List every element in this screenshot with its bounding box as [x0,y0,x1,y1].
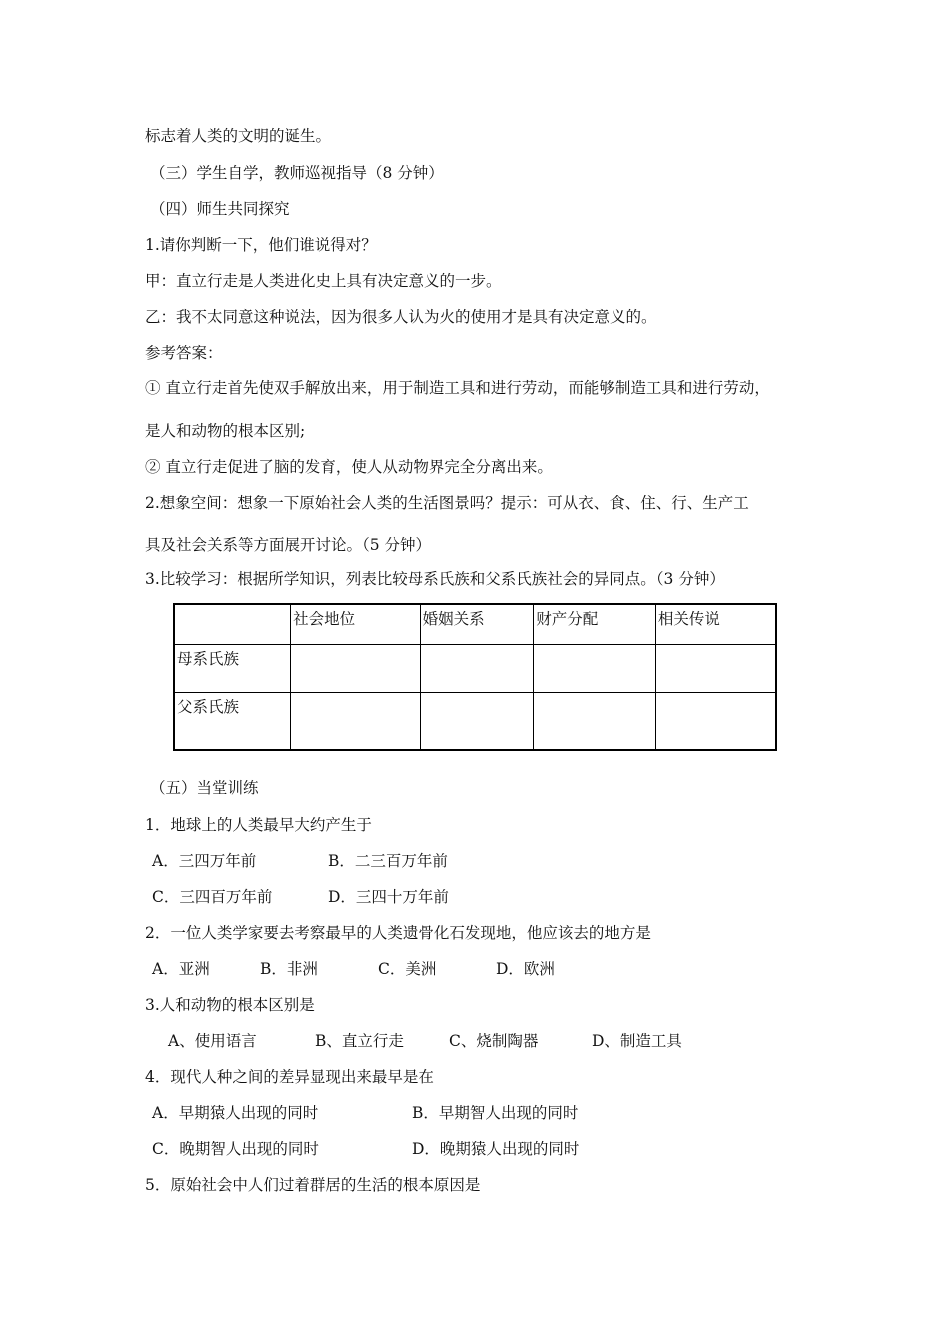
statement-yi: 乙：我不太同意这种说法，因为很多人认为火的使用才是具有决定意义的。 [145,308,657,326]
answer-2: ② 直立行走促进了脑的发育，使人从动物界完全分离出来。 [145,458,553,476]
table-cell [655,692,776,750]
exercise-4-option-a: A．早期猿人出现的同时 [152,1104,319,1122]
table-cell [420,644,534,692]
table-row [174,692,776,750]
exercise-2-option-a: A．亚洲 [152,960,210,978]
exercise-2-question: 2．一位人类学家要去考察最早的人类遗骨化石发现地，他应该去的地方是 [145,924,651,942]
table-cell [291,692,421,750]
intro-line: 标志着人类的文明的诞生。 [145,127,332,145]
exercise-4-option-c: C．晚期智人出现的同时 [152,1140,319,1158]
comparison-table [173,603,777,751]
question-1-title: 1.请你判断一下，他们谁说得对？ [145,236,377,254]
exercise-5-question: 5．原始社会中人们过着群居的生活的根本原因是 [145,1176,481,1194]
table-row-label: 父系氏族 [174,692,291,750]
table-cell [534,692,656,750]
exercise-2-option-c: C．美洲 [378,960,437,978]
answer-1-line-2: 是人和动物的根本区别; [145,422,306,440]
exercise-3-question: 3.人和动物的根本区别是 [145,996,315,1014]
exercise-4-question: 4．现代人种之间的差异显现出来最早是在 [145,1068,434,1086]
section-3-heading: （三）学生自学，教师巡视指导（8 分钟） [150,164,444,182]
table-header-cell: 婚姻关系 [420,604,534,644]
exercise-1-option-d: D．三四十万年前 [328,888,449,906]
table-header-cell: 财产分配 [534,604,656,644]
table-cell [655,644,776,692]
table-header-cell: 社会地位 [291,604,421,644]
section-4-heading: （四）师生共同探究 [150,200,290,218]
exercise-1-option-b: B．二三百万年前 [328,852,448,870]
exercise-3-option-d: D、制造工具 [592,1032,682,1050]
section-5-heading: （五）当堂训练 [150,779,259,797]
question-2-line-2: 具及社会关系等方面展开讨论。（5 分钟） [145,536,432,554]
table-row-label: 母系氏族 [174,644,291,692]
exercise-2-option-d: D．欧洲 [496,960,555,978]
exercise-3-option-c: C、烧制陶器 [449,1032,539,1050]
exercise-3-option-b: B、直立行走 [315,1032,404,1050]
table-header-row [174,604,776,644]
question-2-line-1: 2.想象空间：想象一下原始社会人类的生活图景吗？提示：可从衣、食、住、行、生产工 [145,494,749,512]
table-header-cell: 相关传说 [655,604,776,644]
statement-jia: 甲：直立行走是人类进化史上具有决定意义的一步。 [145,272,502,290]
exercise-4-option-b: B．早期智人出现的同时 [412,1104,579,1122]
exercise-1-option-a: A．三四万年前 [152,852,257,870]
table-cell [420,692,534,750]
table-header-cell [174,604,291,644]
answer-label: 参考答案： [145,344,223,362]
table-cell [291,644,421,692]
exercise-4-option-d: D．晚期猿人出现的同时 [412,1140,580,1158]
answer-1-line-1: ① 直立行走首先使双手解放出来，用于制造工具和进行劳动，而能够制造工具和进行劳动， [145,379,770,397]
table-cell [534,644,656,692]
exercise-1-question: 1．地球上的人类最早大约产生于 [145,816,372,834]
exercise-2-option-b: B．非洲 [260,960,318,978]
question-3-line: 3.比较学习：根据所学知识，列表比较母系氏族和父系氏族社会的异同点。（3 分钟） [145,570,725,588]
exercise-3-option-a: A、使用语言 [168,1032,257,1050]
exercise-1-option-c: C．三四百万年前 [152,888,273,906]
table-row [174,644,776,692]
